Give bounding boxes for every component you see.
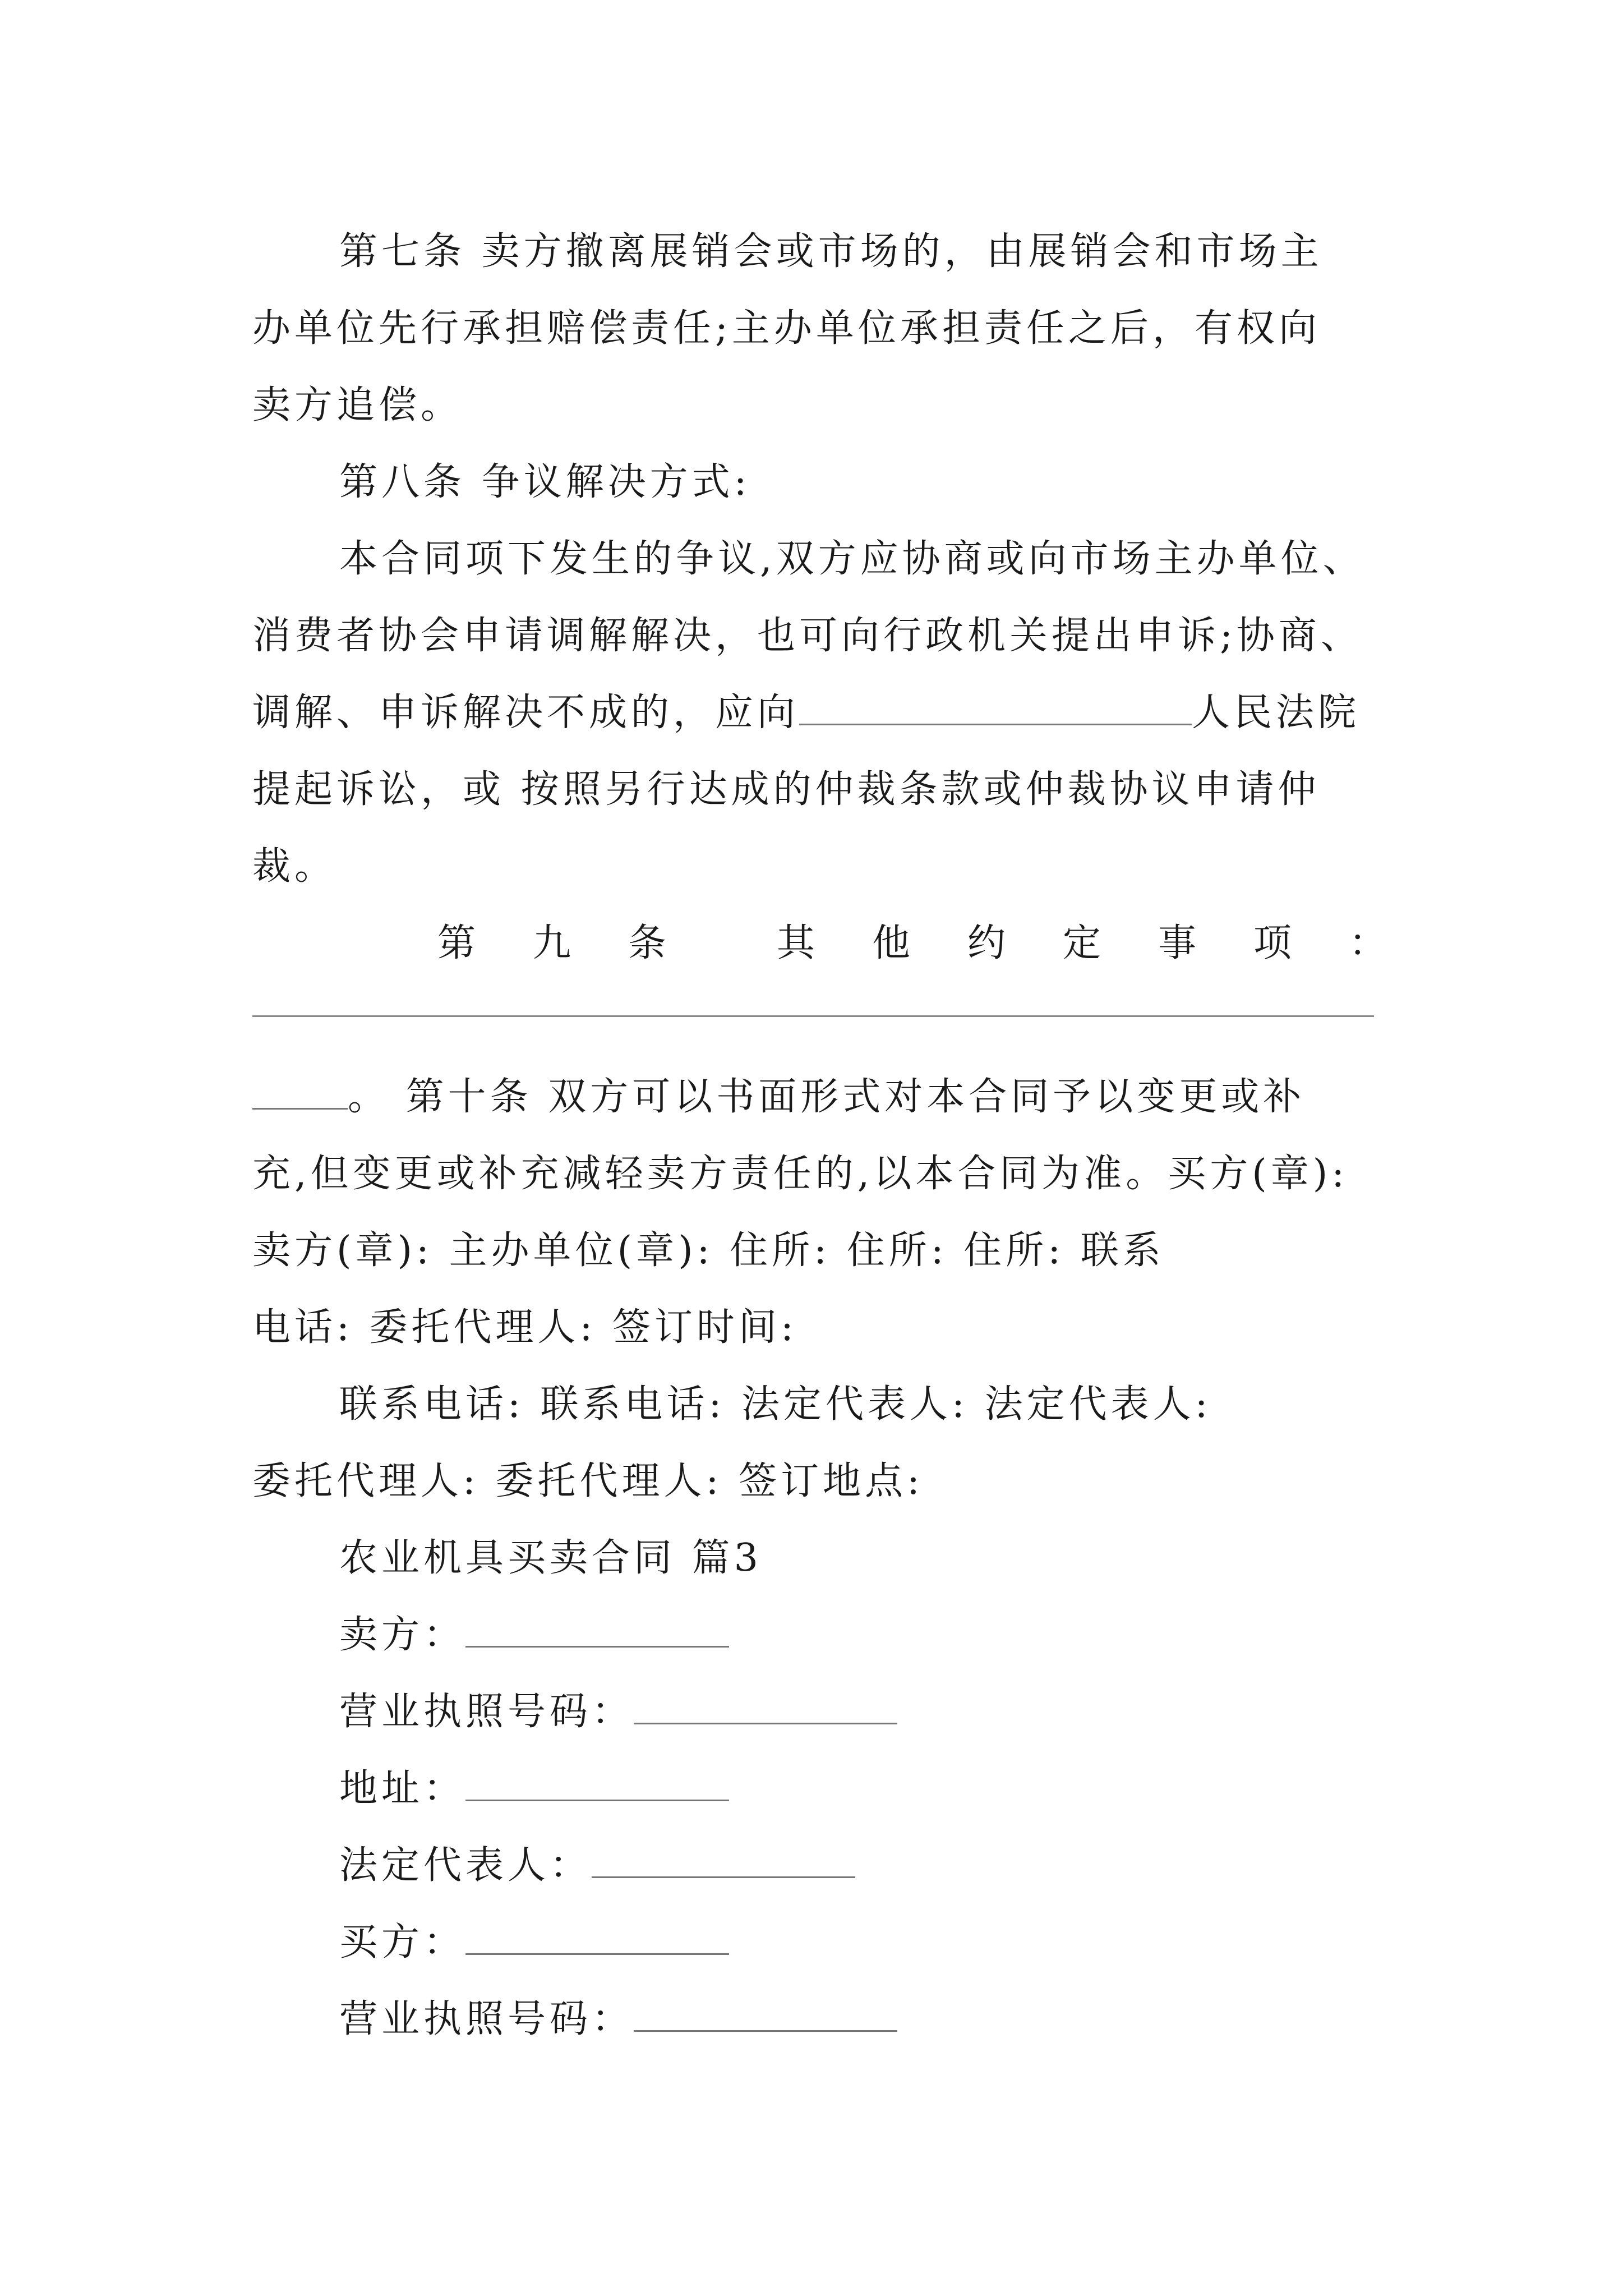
field-row — [252, 1750, 1391, 1827]
field-row — [252, 1596, 1391, 1673]
article10-line5: 联系电话: 联系电话: 法定代表人: 法定代表人: — [339, 1382, 1212, 1427]
seller-license-blank[interactable] — [634, 1694, 897, 1724]
other-terms-end-blank[interactable] — [252, 1079, 348, 1110]
article9-char: 九 — [533, 921, 575, 965]
article7-line2: 办单位先行承担赔偿责任;主办单位承担责任之后，有权向 — [252, 306, 1321, 351]
article8-line1: 本合同项下发生的争议,双方应协商或向市场主办单位、 — [339, 537, 1365, 581]
article8-line5: 裁。 — [252, 844, 337, 889]
article9-char: 约 — [967, 921, 1009, 965]
article9-char: 项 — [1253, 921, 1295, 965]
article8-line3-before: 调解、申诉解决不成的，应向 — [252, 691, 800, 735]
contract3-title: 农业机具买卖合同 篇3 — [339, 1536, 762, 1580]
article8-line3 — [252, 674, 1391, 751]
article10-line3: 卖方(章): 主办单位(章): 住所: 住所: 住所: 联系 — [252, 1228, 1165, 1273]
article9-char: 定 — [1062, 921, 1105, 965]
article9-char: 条 — [628, 921, 671, 965]
article7-line3: 卖方追偿。 — [252, 383, 463, 427]
article9-heading — [252, 905, 1391, 982]
article10-line4: 电话: 委托代理人: 签订时间: — [252, 1305, 797, 1350]
field-row — [252, 1981, 1391, 2058]
buyer-license-blank[interactable] — [634, 2001, 897, 2032]
court-name-blank[interactable] — [799, 694, 1192, 725]
seller-blank[interactable] — [465, 1617, 729, 1648]
article8-line2: 消费者协会申请调解解决，也可向行政机关提出申诉;协商、 — [252, 614, 1363, 658]
field-label: 营业执照号码： — [339, 1690, 634, 1734]
field-label: 法定代表人： — [339, 1843, 592, 1888]
document-page — [252, 213, 1391, 2058]
article9-char: 他 — [872, 921, 914, 965]
article9-rule-line — [252, 982, 1391, 1059]
article8-line4: 提起诉讼，或 按照另行达成的仲裁条款或仲裁协议申请仲 — [252, 767, 1320, 812]
field-row — [252, 1673, 1391, 1750]
article10-line6: 委托代理人: 委托代理人: 签订地点: — [252, 1459, 924, 1503]
article9-char: ： — [1348, 921, 1391, 965]
field-label: 营业执照号码： — [339, 1997, 634, 2041]
article8-line3-after: 人民法院 — [1192, 691, 1361, 735]
other-terms-blank[interactable] — [252, 1015, 1374, 1017]
seller-address-blank[interactable] — [465, 1770, 729, 1801]
field-label: 地址： — [339, 1766, 466, 1811]
field-row — [252, 1827, 1391, 1904]
article10-line2: 充,但变更或补充减轻卖方责任的,以本合同为准。买方(章): — [252, 1152, 1349, 1196]
article8-heading: 第八条 争议解决方式: — [339, 460, 751, 504]
field-label: 买方： — [339, 1920, 466, 1964]
buyer-blank[interactable] — [465, 1924, 729, 1955]
field-label: 卖方： — [339, 1613, 466, 1657]
article9-char: 其 — [776, 921, 819, 965]
article10-line1 — [252, 1059, 1391, 1135]
article9-char: 第 — [437, 921, 480, 965]
field-row — [252, 1904, 1391, 1981]
seller-legal-rep-blank[interactable] — [592, 1847, 855, 1878]
article7-line1: 第七条 卖方撤离展销会或市场的，由展销会和市场主 — [339, 229, 1323, 274]
article9-char: 事 — [1158, 921, 1200, 965]
article10-line1-text: 。 第十条 双方可以书面形式对本合同予以变更或补 — [348, 1075, 1306, 1119]
